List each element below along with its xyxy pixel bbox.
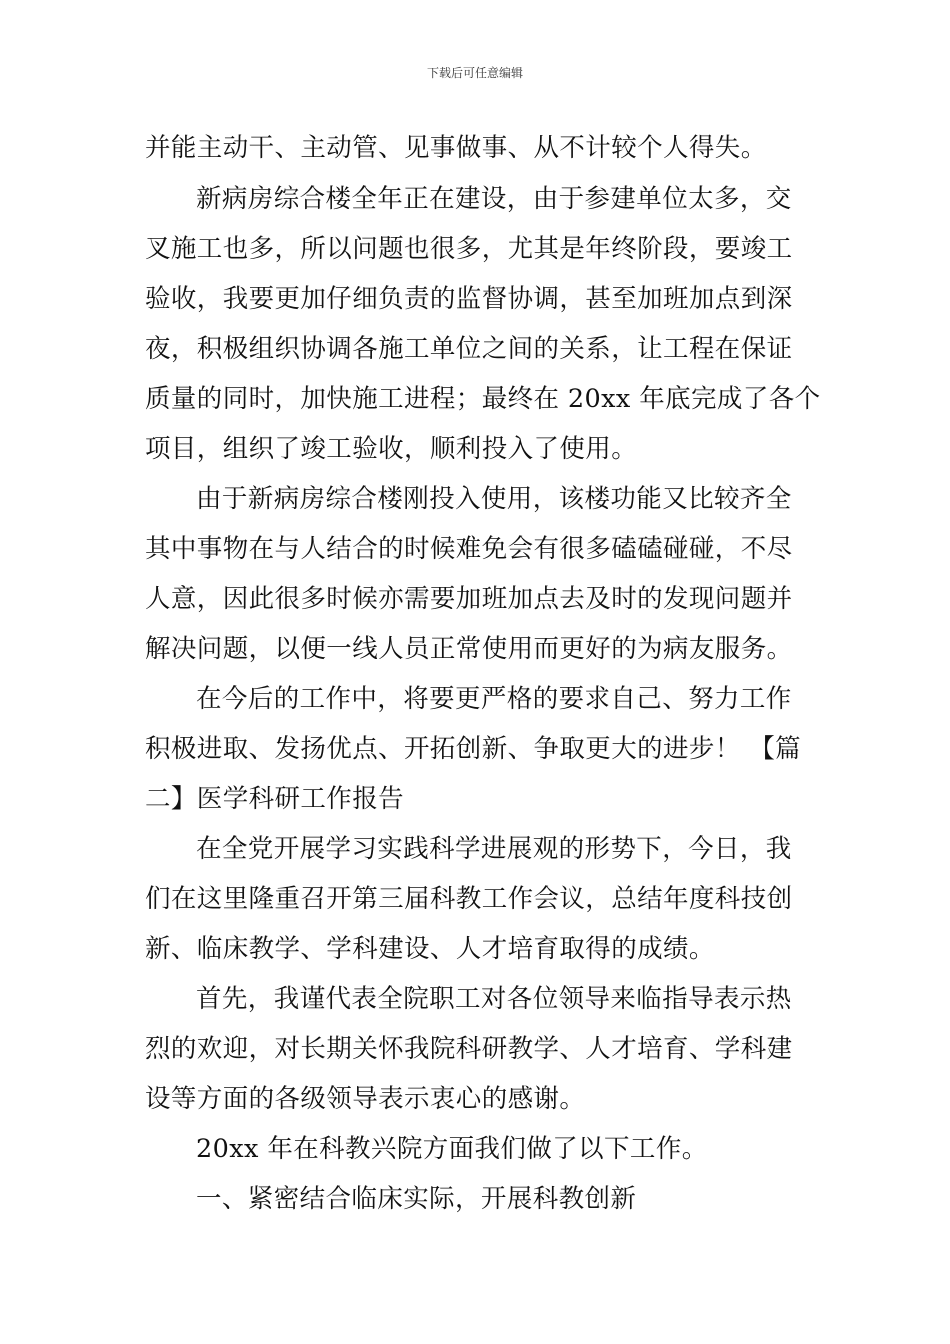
text-line: 20xx 年在科教兴院方面我们做了以下工作。 [196, 1134, 708, 1164]
text-line: 设等方面的各级领导表示衷心的感谢。 [145, 1084, 586, 1114]
text-line: 积极进取、发扬优点、开拓创新、争取更大的进步！ 【篇 [145, 734, 802, 764]
section-heading: 二】医学科研工作报告 [145, 784, 405, 814]
text-line: 项目，组织了竣工验收，顺利投入了使用。 [145, 434, 638, 464]
text-line: 验收，我要更加仔细负责的监督协调，甚至加班加点到深 [145, 284, 793, 314]
text-line: 在今后的工作中，将要更严格的要求自己、努力工作 [196, 684, 792, 714]
list-heading: 一、紧密结合临床实际，开展科教创新 [196, 1184, 637, 1214]
text-line: 新、临床教学、学科建设、人才培育取得的成绩。 [145, 934, 715, 964]
text-line: 首先，我谨代表全院职工对各位领导来临指导表示热 [196, 984, 792, 1014]
text-line: 解决问题，以便一线人员正常使用而更好的为病友服务。 [145, 634, 793, 664]
text-line: 并能主动干、主动管、见事做事、从不计较个人得失。 [145, 133, 767, 163]
text-line: 人意，因此很多时候亦需要加班加点去及时的发现问题并 [145, 584, 793, 614]
text-line: 由于新病房综合楼刚投入使用，该楼功能又比较齐全 [196, 484, 792, 514]
text-line: 叉施工也多，所以问题也很多，尤其是年终阶段，要竣工 [145, 234, 793, 264]
text-line: 夜，积极组织协调各施工单位之间的关系，让工程在保证 [145, 334, 793, 364]
text-line: 烈的欢迎，对长期关怀我院科研教学、人才培育、学科建 [145, 1034, 793, 1064]
text-line: 质量的同时，加快施工进程；最终在 20xx 年底完成了各个 [145, 384, 821, 414]
text-line: 们在这里隆重召开第三届科教工作会议，总结年度科技创 [145, 884, 793, 914]
text-line: 新病房综合楼全年正在建设，由于参建单位太多，交 [196, 184, 792, 214]
text-line: 其中事物在与人结合的时候难免会有很多磕磕碰碰，不尽 [145, 534, 793, 564]
page-header: 下载后可任意编辑 [426, 66, 523, 80]
text-line: 在全党开展学习实践科学进展观的形势下，今日，我 [196, 834, 792, 864]
